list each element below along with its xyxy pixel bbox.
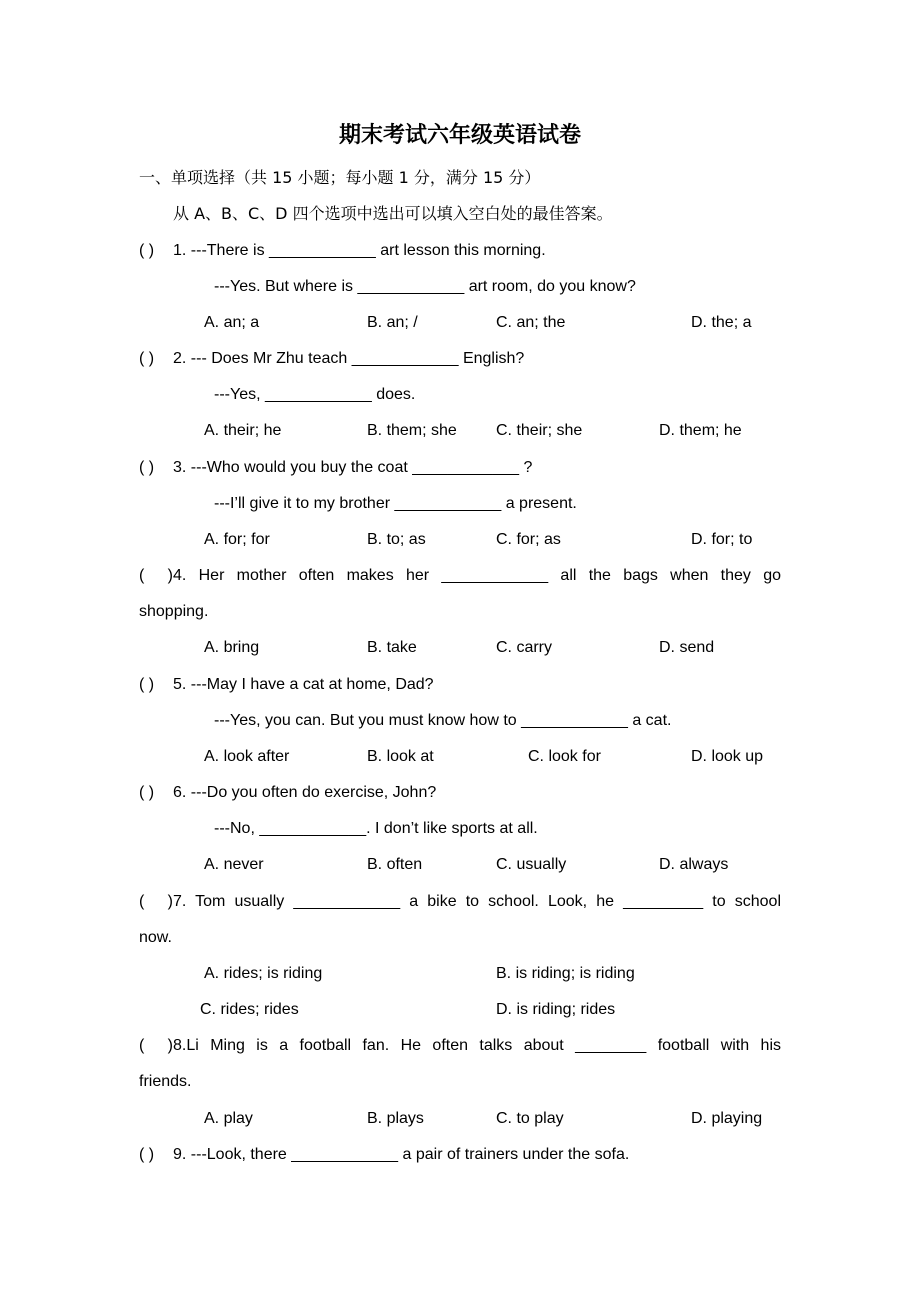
question-stem: 4. Her mother often makes her ____________ all the bags when they go	[173, 567, 781, 584]
page-title: 期末考试六年级英语试卷	[338, 123, 581, 148]
answer-paren: ( )	[139, 1037, 173, 1054]
question-4-cont: shopping.	[139, 603, 209, 620]
option-d: D. look up	[691, 748, 764, 765]
option-d: D. playing	[691, 1110, 763, 1127]
option-b: B. to; as	[367, 531, 426, 548]
answer-paren: ( )	[139, 350, 155, 367]
answer-paren: ( )	[139, 893, 173, 910]
question-7-cont: now.	[139, 929, 172, 946]
question-stem: 1. ---There is ____________ art lesson this morning.	[173, 242, 546, 259]
option-d: D. always	[659, 856, 729, 873]
option-c: C. carry	[496, 639, 552, 656]
question-3	[139, 458, 781, 478]
option-c: C. an; the	[496, 314, 566, 331]
answer-paren: ( )	[139, 242, 155, 259]
option-a: A. look after	[204, 748, 290, 765]
question-6	[139, 783, 781, 803]
question-5	[139, 675, 781, 695]
option-a: A. play	[204, 1110, 253, 1127]
option-a: A. rides; is riding	[204, 965, 323, 982]
option-c: C. look for	[528, 748, 601, 765]
option-d: D. send	[659, 639, 715, 656]
option-d: D. them; he	[659, 422, 742, 439]
option-b: B. them; she	[367, 422, 457, 439]
option-d: D. for; to	[691, 531, 753, 548]
answer-paren: ( )	[139, 676, 155, 693]
question-8-cont: friends.	[139, 1073, 192, 1090]
option-b: B. look at	[367, 748, 434, 765]
question-stem: 3. ---Who would you buy the coat ____________ ?	[173, 459, 533, 476]
answer-paren: ( )	[139, 459, 155, 476]
option-c: C. for; as	[496, 531, 561, 548]
option-a: A. bring	[204, 639, 260, 656]
answer-paren: ( )	[139, 784, 155, 801]
question-2-reply: ---Yes, ____________ does.	[214, 386, 416, 403]
question-9	[139, 1145, 781, 1165]
option-a: A. never	[204, 856, 264, 873]
option-a: A. an; a	[204, 314, 260, 331]
question-stem: 5. ---May I have a cat at home, Dad?	[173, 676, 434, 693]
option-a: A. their; he	[204, 422, 282, 439]
option-b: B. is riding; is riding	[496, 965, 635, 982]
option-b: B. plays	[367, 1110, 424, 1127]
option-c: C. rides; rides	[200, 1001, 299, 1018]
option-c: C. usually	[496, 856, 567, 873]
question-7	[139, 892, 781, 912]
option-b: B. an; /	[367, 314, 418, 331]
section-instruction: 从 A、B、C、D 四个选项中选出可以填入空白处的最佳答案。	[173, 204, 613, 223]
answer-paren: ( )	[139, 567, 173, 584]
question-4	[139, 566, 781, 586]
question-1	[139, 241, 781, 261]
question-3-reply: ---I’ll give it to my brother ____________ a present.	[214, 495, 577, 512]
option-d: D. is riding; rides	[496, 1001, 616, 1018]
question-5-reply: ---Yes, you can. But you must know how to ____________ a cat.	[214, 712, 672, 729]
option-a: A. for; for	[204, 531, 270, 548]
question-2	[139, 349, 781, 369]
option-d: D. the; a	[691, 314, 752, 331]
question-1-reply: ---Yes. But where is ____________ art room, do you know?	[214, 278, 636, 295]
question-6-reply: ---No, ____________. I don’t like sports at all.	[214, 820, 538, 837]
section-heading: 一、单项选择（共 15 小题；每小题 1 分，满分 15 分）	[139, 168, 541, 187]
answer-paren: ( )	[139, 1146, 155, 1163]
question-stem: 2. --- Does Mr Zhu teach ____________ English?	[173, 350, 525, 367]
question-stem: 8.Li Ming is a football fan. He often talks about ________ football with his	[173, 1037, 781, 1054]
option-c: C. to play	[496, 1110, 564, 1127]
question-stem: 9. ---Look, there ____________ a pair of trainers under the sofa.	[173, 1146, 630, 1163]
question-stem: 6. ---Do you often do exercise, John?	[173, 784, 437, 801]
question-stem: 7. Tom usually ____________ a bike to school. Look, he _________ to school	[173, 893, 781, 910]
option-b: B. take	[367, 639, 417, 656]
question-8	[139, 1036, 781, 1056]
option-b: B. often	[367, 856, 423, 873]
option-c: C. their; she	[496, 422, 583, 439]
